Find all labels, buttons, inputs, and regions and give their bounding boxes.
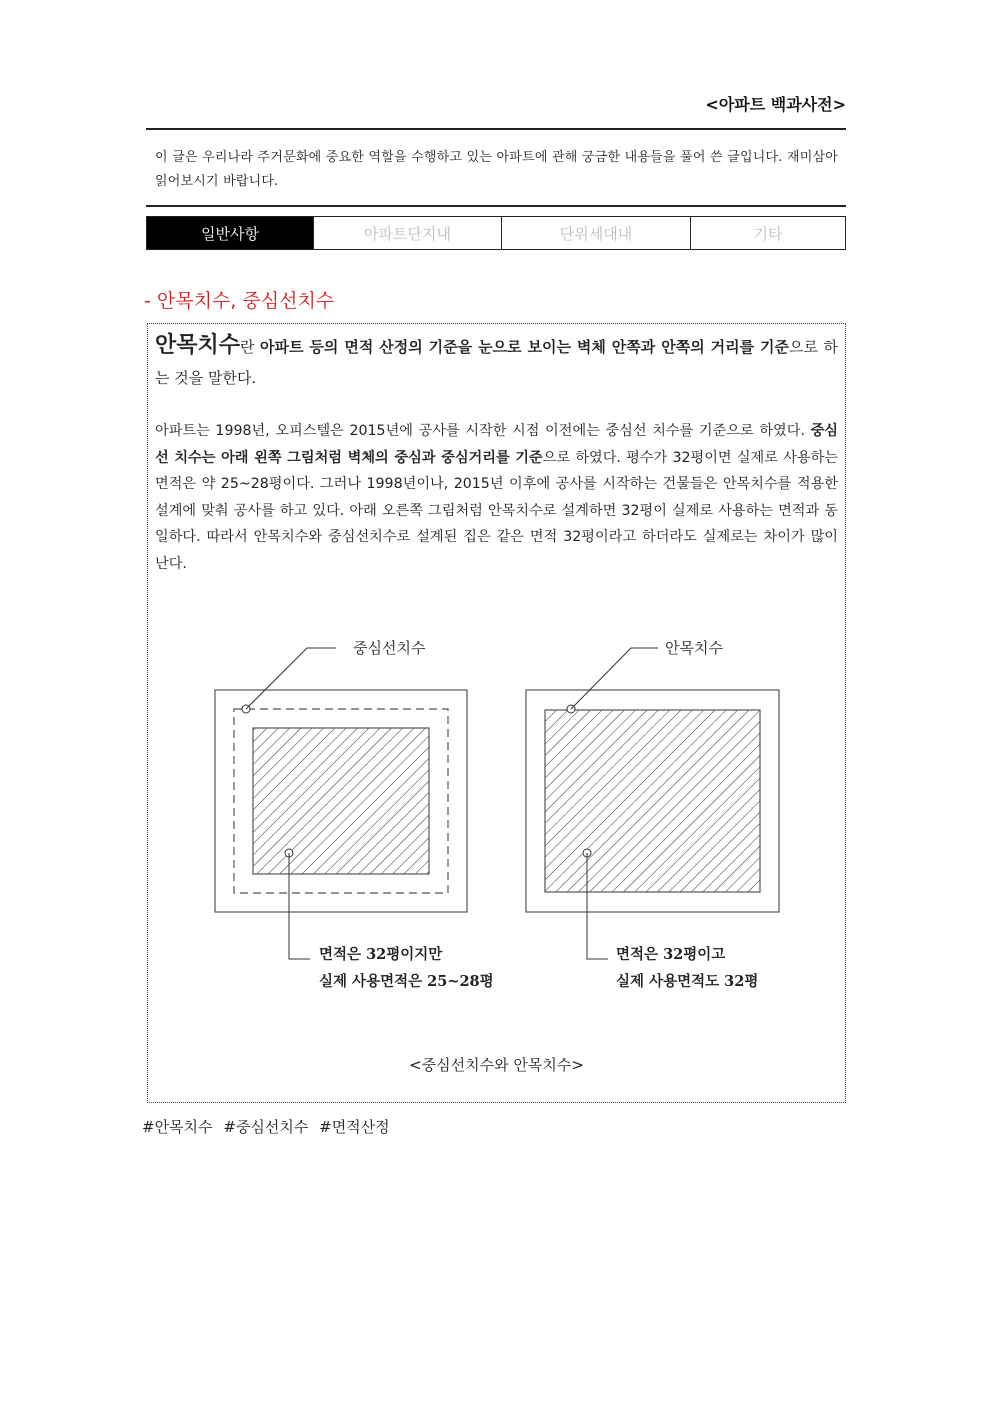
right-diagram-label: 안목치수 [665, 639, 723, 657]
section-heading: - 안목치수, 중심선치수 [144, 290, 335, 312]
left-diagram-label: 중심선치수 [353, 639, 426, 657]
definition-term: 안목치수 [155, 332, 241, 358]
tab-apartment-complex[interactable]: 아파트단지내 [313, 217, 501, 249]
left-note-line2: 실제 사용면적은 25~28평 [319, 973, 494, 990]
definition-bold-text: 아파트 등의 면적 산정의 기준을 눈으로 보이는 벽체 안쪽과 안쪽의 거리를 기준 [260, 338, 790, 356]
body-text-1: 아파트는 1998년, 오피스텔은 2015년에 공사를 시작한 시점 이전에는 중심선 치수를 기준으로 하였다. [155, 423, 811, 439]
category-tabs [146, 216, 846, 250]
centerline-drawing [215, 639, 494, 990]
top-divider [146, 128, 846, 130]
body-paragraph [155, 418, 838, 577]
tab-unit-household[interactable]: 단위세대내 [501, 217, 690, 249]
comparison-diagram [200, 625, 800, 1005]
body-text-2: 으로 하였다. 평수가 32평이면 실제로 사용하는 면적은 약 25~28평이다. 그러나 1998년이나, 2015년 이후에 공사를 시작하는 건물들은 안목치수를 적용한 설계에 맞춰 공사를 하고 있다. 아래 오른쪽 그림처럼 안목치수로 설계하면 32평이 실제로 사용하는 면적과 동일하다. 따라서 안목치수와 중심선치수로 설계된 집은 같은 면적 32평이라고 하더라도 실제로는 차이가 많이 난다. [155, 449, 838, 572]
right-note-line2: 실제 사용면적도 32평 [616, 973, 759, 990]
intro-divider [146, 205, 846, 207]
tab-etc[interactable]: 기타 [690, 217, 845, 249]
hashtag-link[interactable]: #면적산정 [319, 1118, 390, 1136]
figure-caption: <중심선치수와 안목치수> [409, 1056, 584, 1074]
body-bold-text: 중심선 치수는 아래 왼쪽 그림처럼 벽체의 중심과 중심거리를 기준 [155, 423, 838, 466]
definition-paragraph [155, 330, 838, 394]
clear-dimension-drawing [526, 639, 779, 990]
tab-general[interactable]: 일반사항 [147, 217, 313, 249]
hashtag-link[interactable]: #안목치수 [142, 1118, 213, 1136]
left-note-line1: 면적은 32평이지만 [319, 946, 443, 963]
definition-text-1: 란 [240, 338, 260, 356]
right-usable-area [545, 710, 760, 892]
definition-text-2: 으로 하는 것을 말한다. [155, 338, 838, 387]
left-usable-area [253, 728, 429, 874]
hashtag-list [142, 1116, 396, 1137]
hashtag-link[interactable]: #중심선치수 [223, 1118, 309, 1136]
intro-text: 이 글은 우리나라 주거문화에 중요한 역할을 수행하고 있는 아파트에 관해 궁금한 내용들을 풀어 쓴 글입니다. 재미삼아 읽어보시기 바랍니다. [155, 150, 838, 189]
document-title: <아파트 백과사전> [705, 95, 846, 114]
right-note-line1: 면적은 32평이고 [616, 946, 726, 963]
